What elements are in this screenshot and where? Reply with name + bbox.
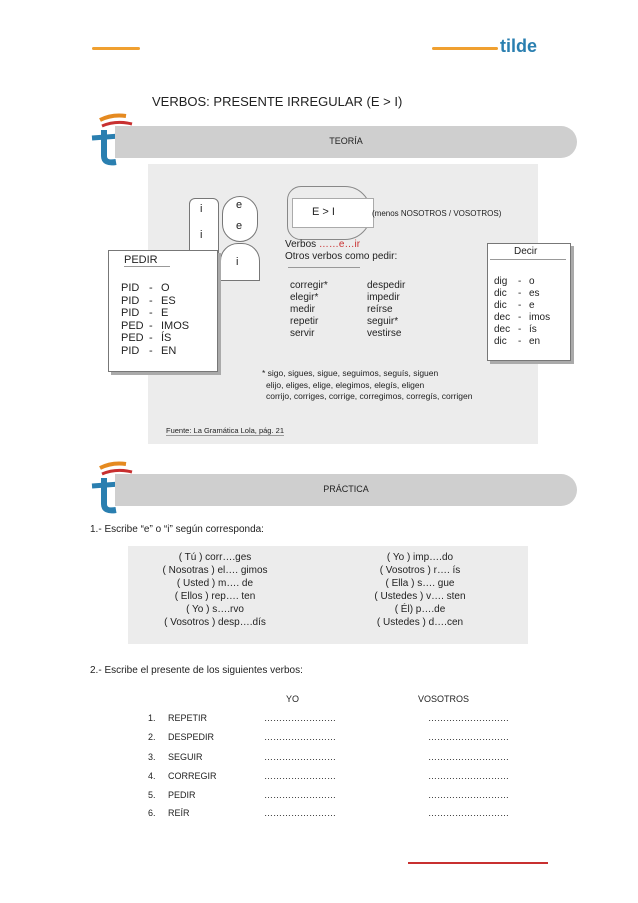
row-number: 6.	[148, 808, 156, 818]
row-verb: REÍR	[168, 808, 190, 818]
exercise-item[interactable]: ( Yo ) s….rvo	[186, 604, 244, 615]
row-verb: SEGUIR	[168, 752, 203, 762]
exercise-2-title: 2.- Escribe el presente de los siguientes verbos:	[90, 665, 303, 676]
exercise-item[interactable]: ( Ustedes ) d….cen	[376, 617, 464, 628]
verb-item: seguir*	[367, 316, 399, 327]
row-number: 5.	[148, 790, 156, 800]
source-citation: Fuente: La Gramática Lola, pág. 21	[166, 426, 284, 435]
answer-field-yo[interactable]: ……………………	[264, 713, 336, 723]
otros-underline	[288, 267, 360, 268]
header-line-right	[432, 47, 498, 50]
verb-item: medir	[290, 304, 316, 315]
rule-note: (menos NOSOTROS / VOSOTROS)	[372, 209, 502, 218]
conjugation-row	[148, 752, 528, 766]
footnote-line: elijo, eliges, elige, elegimos, elegís, eligen	[266, 379, 425, 390]
exercise-item[interactable]: ( Usted ) m…. de	[176, 578, 254, 589]
exercise-item[interactable]: ( Él) p….de	[394, 604, 446, 615]
otros-verbos-label: Otros verbos como pedir:	[285, 251, 398, 262]
verb-item: despedir	[367, 280, 406, 291]
section-label-practica: PRÁCTICA	[323, 484, 369, 494]
answer-field-vosotros[interactable]: ………………………	[428, 752, 509, 762]
conjugation-row	[148, 790, 528, 804]
exercise-item[interactable]: ( Vosotros ) r…. ís	[379, 565, 461, 576]
exercise-item[interactable]: ( Ella ) s…. gue	[385, 578, 455, 589]
answer-field-yo[interactable]: ……………………	[264, 808, 336, 818]
section-label-teoria: TEORÍA	[329, 136, 363, 146]
footnote-line: * sigo, sigues, sigue, seguimos, seguís, siguen	[262, 368, 439, 378]
exercise-item[interactable]: ( Ellos ) rep…. ten	[174, 591, 256, 602]
conjugation-row	[148, 732, 528, 746]
conjugation-row	[148, 808, 528, 822]
diagram-letter-e-2: e	[236, 220, 243, 232]
row-verb: DESPEDIR	[168, 732, 215, 742]
decir-underline	[490, 259, 566, 260]
pedir-row: PID - ES	[121, 294, 176, 307]
row-number: 1.	[148, 713, 156, 723]
answer-field-yo[interactable]: ……………………	[264, 752, 336, 762]
verb-item: vestirse	[367, 328, 402, 339]
section-bar-practica	[115, 474, 577, 506]
exercise-item[interactable]: ( Yo ) imp….do	[386, 552, 454, 563]
row-verb: CORREGIR	[168, 771, 217, 781]
decir-row: dig - o	[494, 276, 535, 287]
column-header-yo: YO	[286, 694, 300, 704]
diagram-letter-i-bottom: i	[236, 256, 239, 268]
verb-item: repetir	[290, 316, 319, 327]
pedir-row: PID - O	[121, 282, 170, 294]
verb-item: elegir*	[290, 292, 319, 303]
pedir-conjugation	[121, 282, 189, 357]
conjugation-row	[148, 771, 528, 785]
answer-field-yo[interactable]: ……………………	[264, 771, 336, 781]
header-line-left	[92, 47, 140, 50]
diagram-letter-i-1: i	[200, 203, 203, 215]
answer-field-vosotros[interactable]: ………………………	[428, 808, 509, 818]
exercise-item[interactable]: ( Ustedes ) v…. sten	[374, 591, 466, 602]
row-number: 4.	[148, 771, 156, 781]
section-bar-teoria	[115, 126, 577, 158]
row-verb: REPETIR	[168, 713, 208, 723]
answer-field-yo[interactable]: ……………………	[264, 732, 336, 742]
brand-logo: tilde	[500, 36, 538, 56]
verb-item: corregir*	[290, 280, 328, 291]
rule-text: E > I	[312, 206, 335, 218]
decir-row: dic - en	[494, 336, 541, 347]
decir-row: dec - ís	[494, 324, 537, 335]
exercise-1-title: 1.- Escribe “e” o “i” según corresponda:	[90, 524, 264, 535]
pedir-row: PED - ÍS	[121, 332, 172, 344]
row-number: 2.	[148, 732, 156, 742]
column-header-vosotros: VOSOTROS	[418, 694, 470, 704]
exercise-item[interactable]: ( Nosotras ) el…. gimos	[162, 565, 268, 576]
pedir-title: PEDIR	[124, 254, 170, 267]
verb-item: servir	[290, 328, 315, 339]
exercise-item[interactable]: ( Vosotros ) desp….dís	[164, 617, 266, 628]
diagram-letter-e-1: e	[236, 199, 243, 211]
page-title: VERBOS: PRESENTE IRREGULAR (E > I)	[152, 94, 403, 109]
answer-field-vosotros[interactable]: ………………………	[428, 771, 509, 781]
answer-field-vosotros[interactable]: ………………………	[428, 732, 509, 742]
exercise-item[interactable]: ( Tú ) corr….ges	[178, 552, 252, 563]
exercise-1-right-column	[350, 551, 490, 629]
decir-conjugation	[494, 276, 550, 348]
verbs-column-1	[290, 280, 328, 340]
footnotes	[262, 368, 472, 403]
verb-item: reírse	[367, 304, 393, 315]
verb-item: impedir	[367, 292, 400, 303]
decir-row: dic - es	[494, 288, 540, 299]
footer-line	[408, 862, 548, 864]
footnote-line: corrijo, corriges, corrige, corregimos, corregís, corrigen	[266, 391, 473, 401]
answer-field-vosotros[interactable]: ………………………	[428, 713, 509, 723]
verbos-line: Verbos ……e…ir	[285, 239, 361, 250]
pedir-row: PID - E	[121, 307, 169, 319]
exercise-1-left-column	[140, 551, 290, 629]
diagram-letter-i-2: i	[200, 229, 203, 241]
decir-row: dic - e	[494, 300, 535, 311]
row-number: 3.	[148, 752, 156, 762]
answer-field-yo[interactable]: ……………………	[264, 790, 336, 800]
pedir-row: PED - IMOS	[121, 319, 190, 332]
conjugation-row	[148, 713, 528, 727]
row-verb: PEDIR	[168, 790, 196, 800]
answer-field-vosotros[interactable]: ………………………	[428, 790, 509, 800]
verbs-column-2	[367, 280, 405, 340]
decir-row: dec - imos	[494, 312, 551, 323]
diagram-i-bottom	[220, 243, 260, 281]
decir-title: Decir	[514, 246, 538, 257]
pedir-row: PID - EN	[121, 344, 177, 357]
